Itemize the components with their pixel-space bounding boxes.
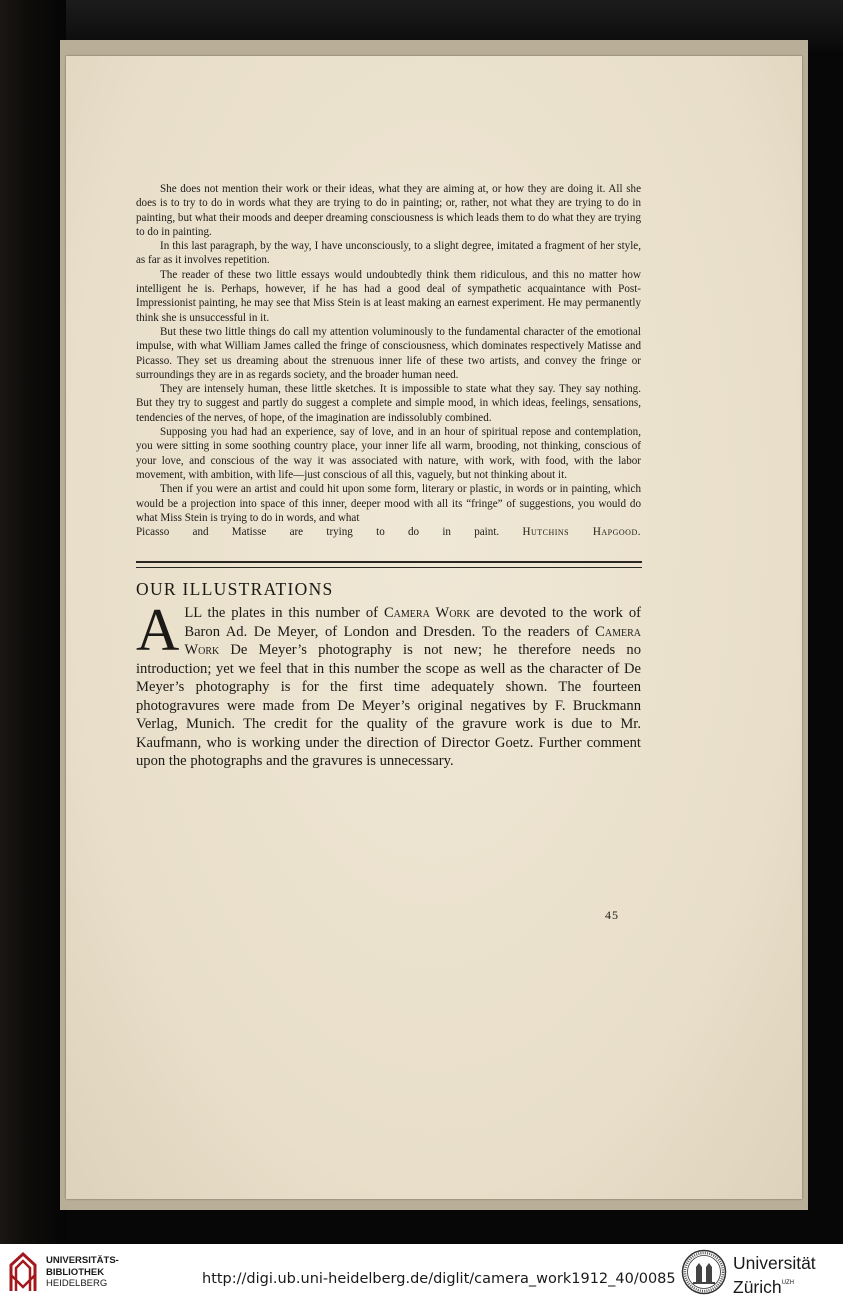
university-seal-icon [681, 1249, 727, 1295]
essay-closing-line [136, 525, 641, 539]
author-signature: Hutchins Hapgood. [522, 526, 641, 539]
essay-paragraph: But these two little things do call my attention voluminously to the fundamental character of the emotional impulse, with what William James called the fringe of consciousness, which dominates respectively Matisse and Picasso. They set us dreaming about the strenuous inner life of these two artists, and convey the fringe or surroundings they are in as regards society, and the broader human need. [136, 325, 641, 381]
library-name-line: UNIVERSITÄTS- [46, 1255, 119, 1266]
essay-text [136, 182, 641, 539]
illustrations-text-part: LL the plates in this number of [184, 605, 384, 621]
library-name-line: HEIDELBERG [46, 1278, 108, 1289]
publication-name: Camera Work [184, 623, 641, 658]
essay-paragraph: She does not mention their work or their ideas, what they are aiming at, or how they are doing it. All she does is to try to do in words what they are trying to do in painting; or, rather, not what they are trying to do in painting, but what their moods and deeper dreaming consciousness is which leads them to do what they are trying to do in painting. [136, 183, 641, 238]
library-name-line: BIBLIOTHEK [46, 1266, 105, 1278]
section-divider-thick [136, 561, 642, 563]
university-abbrev: UZH [781, 1279, 794, 1286]
page-number: 45 [605, 908, 619, 922]
university-name [733, 1254, 816, 1297]
viewer-footer [0, 1244, 843, 1304]
essay-paragraph: Then if you were an artist and could hit upon some form, literary or plastic, in words or in painting, which would be a projection into space of this inner, deeper mood with all its “fringe” of suggestions, you would do what Miss Stein is trying to do in words, and what [136, 483, 641, 524]
essay-paragraph: Supposing you had had an experience, say of love, and in an hour of spiritual repose and contemplation, you were sitting in some soothing country place, your inner life all warm, brooding, not thinking, conscious of your love, and conscious of the way it was associated with nature, with work, with food, with the labor movement, with ambition, with life—just conscious of all this, vaguely, but not thinking about it. [136, 426, 641, 481]
document-url-link[interactable]: http://digi.ub.uni-heidelberg.de/diglit/camera_work1912_40/0085 [202, 1271, 676, 1287]
drop-cap: A [136, 597, 180, 663]
university-name-line: Universität [733, 1253, 816, 1273]
publication-name: Camera Work [383, 605, 471, 621]
illustrations-text-part: De Meyer’s photography is not new; he therefore needs no introduction; yet we feel that in this number the scope as well as the character of De Meyer’s photography is for the first time adequately shown. The fourteen photogravures were made from De Meyer’s original negatives by F. Bruckmann Verlag, Munich. The credit for the quality of the gravure work is due to Mr. Kaufmann, who is working under the direction of Director Goetz. Further comment upon the photographs and the gravures is unnecessary. [136, 642, 641, 769]
essay-paragraph: In this last paragraph, by the way, I have unconsciously, to a slight degree, imitated a fragment of her style, as far as it involves repetition. [136, 240, 641, 267]
essay-last-line: Picasso and Matisse are trying to do in paint. [136, 526, 500, 539]
university-name-line [733, 1274, 816, 1298]
book-page [66, 56, 802, 1199]
heidelberg-library-logo-icon [8, 1251, 38, 1293]
university-city: Zürich [733, 1276, 782, 1297]
section-heading: OUR ILLUSTRATIONS [136, 579, 334, 599]
illustrations-paragraph [136, 597, 642, 771]
section-divider-thin [136, 567, 642, 568]
book-spine-edge [0, 0, 66, 1244]
illustrations-text-part: are devoted to the work of Baron Ad. De Meyer, of London and Dresden. To the readers of [184, 605, 642, 640]
illustrations-text [136, 597, 642, 771]
essay-paragraph: The reader of these two little essays would undoubtedly think them ridiculous, and this no matter how intelligent he is. Perhaps, however, if he has had a good deal of sympathetic acquaintance with Post-Impressionist painting, he may see that Miss Stein is at least making an earnest experiment. He may permanently think she is unsuccessful in it. [136, 268, 641, 324]
essay-paragraph: They are intensely human, these little sketches. It is impossible to state what they say. They say nothing. But they try to suggest and partly do suggest a complete and simple mood, in which ideas, feelings, sensations, tendencies of the nerves, of hope, of the imagination are indissolubly combined. [136, 383, 641, 424]
library-name [46, 1255, 119, 1290]
